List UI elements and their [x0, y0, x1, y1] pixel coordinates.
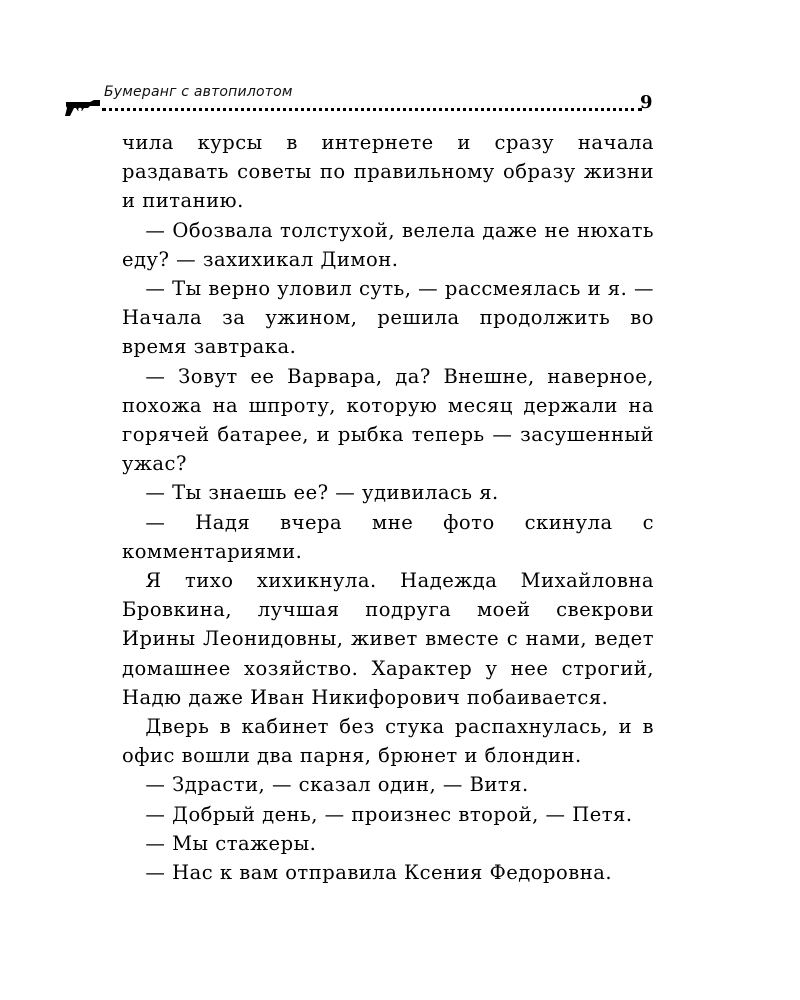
- paragraph: — Мы стажеры.: [145, 831, 317, 855]
- paragraph: — Надя вчера мне фото скинула с комментариями.: [122, 510, 654, 563]
- body-text: [122, 128, 654, 887]
- header-dotted-rule: [102, 108, 642, 111]
- paragraph: Я тихо хихикнула. Надежда Михайловна Бровкина, лучшая подруга моей свекрови Ирины Леонидовны, живет вместе с нами, ведет домашнее хозяйство. Характер у нее строгий, Надю даже Иван Никифорович побаивается.: [122, 569, 654, 709]
- paragraph: Дверь в кабинет без стука распахнулась, и в офис вошли два парня, брюнет и блондин.: [122, 715, 654, 768]
- paragraph: — Добрый день, — произнес второй, — Петя.: [145, 802, 633, 826]
- paragraph: чила курсы в интернете и сразу начала раздавать советы по правильному образу жизни и питанию.: [122, 131, 654, 213]
- paragraph: — Ты верно уловил суть, — рассмеялась и я. — Начала за ужином, решила продолжить во время завтрака.: [122, 277, 654, 359]
- paragraph: — Здрасти, — сказал один, — Витя.: [145, 773, 529, 797]
- page-number: 9: [640, 92, 653, 113]
- paragraph: — Обозвала толстухой, велела даже не нюхать еду? — захихикал Димон.: [122, 218, 654, 271]
- paragraph: — Зовут ее Варвара, да? Внешне, наверное, похожа на шпроту, которую месяц держали на горячей батарее, и рыбка теперь — засушенный ужас?: [122, 364, 654, 476]
- paragraph: — Ты знаешь ее? — удивилась я.: [145, 481, 499, 505]
- running-title: Бумеранг с автопилотом: [104, 84, 293, 100]
- paragraph: — Нас к вам отправила Ксения Федоровна.: [145, 861, 613, 885]
- page-header: [64, 84, 664, 124]
- revolver-icon: [64, 98, 102, 118]
